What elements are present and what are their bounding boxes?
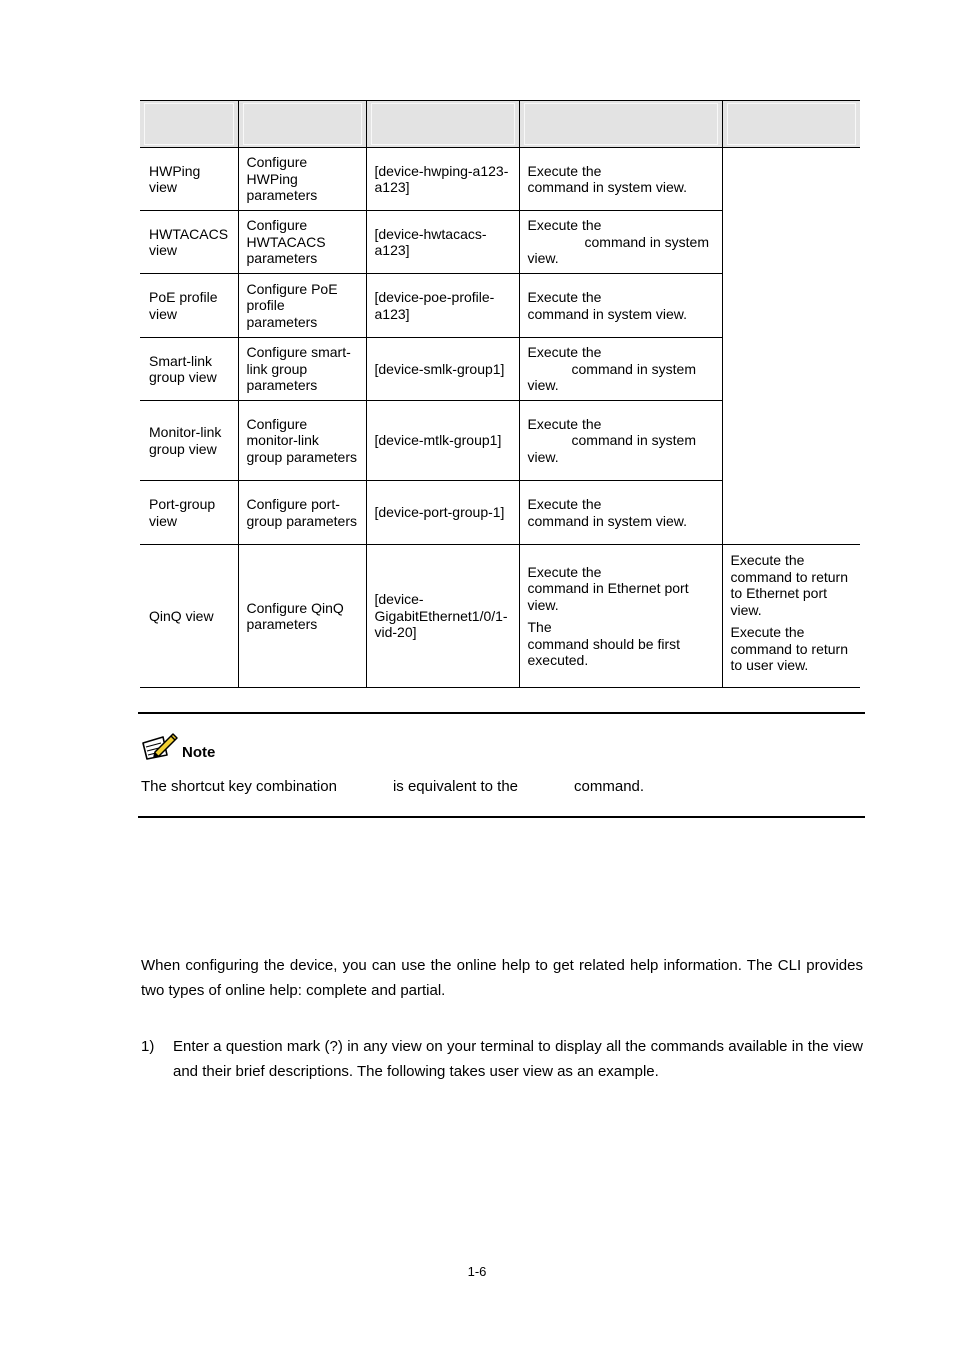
view-name-cell: QinQ view — [140, 545, 238, 688]
note-text-part: command. — [574, 778, 645, 795]
function-cell: Configure PoE profile parameters — [238, 274, 366, 338]
entry-cell — [519, 274, 722, 338]
prompt-cell: [device-mtlk-group1] — [366, 401, 519, 481]
table-header-cell — [519, 101, 722, 148]
table-row — [140, 545, 860, 688]
table-header-cell — [238, 101, 366, 148]
exit-text: command to return to Ethernet port view. — [730, 568, 848, 618]
view-name-cell: Smart-link group view — [140, 338, 238, 401]
entry-text: command in system — [571, 360, 696, 377]
entry-cell — [519, 401, 722, 481]
exit-cell — [722, 545, 860, 688]
function-cell: Configure QinQ parameters — [238, 545, 366, 688]
note-pencil-icon — [141, 731, 179, 761]
view-name-cell: HWTACACS view — [140, 211, 238, 274]
prompt-cell: [device-GigabitEthernet1/0/1-vid-20] — [366, 545, 519, 688]
note-text-part: The shortcut key combination — [141, 778, 337, 795]
entry-text: view. — [527, 250, 559, 267]
entry-text: view. — [527, 448, 559, 465]
note-top-rule — [138, 712, 865, 714]
prompt-cell: [device-poe-profile-a123] — [366, 274, 519, 338]
table-header-cell — [140, 101, 238, 148]
entry-text: view. — [527, 377, 559, 394]
prompt-cell: [device-hwtacacs-a123] — [366, 211, 519, 274]
entry-text: command in system view. — [527, 179, 687, 195]
entry-text: Execute the — [527, 162, 602, 179]
entry-text: Execute the — [527, 496, 602, 512]
entry-text: Execute the — [527, 217, 602, 234]
prompt-cell: [device-smlk-group1] — [366, 338, 519, 401]
table-header-cell — [366, 101, 519, 148]
exit-text: command to return to user view. — [730, 640, 848, 673]
entry-text: command should be first executed. — [527, 635, 681, 668]
entry-text: command in system — [571, 432, 696, 449]
entry-text: Execute the — [527, 344, 602, 361]
cli-views-table — [140, 100, 860, 688]
entry-cell — [519, 545, 722, 688]
entry-cell — [519, 148, 722, 211]
view-name-cell: PoE profile view — [140, 274, 238, 338]
view-name-cell: Monitor-link group view — [140, 401, 238, 481]
entry-cell — [519, 481, 722, 545]
entry-text: command in system view. — [527, 305, 687, 322]
entry-text: Execute the — [527, 289, 602, 305]
table-header-cell — [722, 101, 860, 148]
entry-text: The — [527, 619, 552, 635]
function-cell: Configure smart-link group parameters — [238, 338, 366, 401]
exit-text: Execute the — [730, 552, 805, 568]
entry-text: Execute the — [527, 415, 602, 432]
entry-text: command in Ethernet port view. — [527, 580, 689, 613]
view-name-cell: HWPing view — [140, 148, 238, 211]
entry-text: command in system — [584, 233, 709, 250]
note-bottom-rule — [138, 816, 865, 818]
table-header-row — [140, 101, 860, 148]
list-item-number: 1) — [141, 1038, 155, 1055]
prompt-cell: [device-hwping-a123-a123] — [366, 148, 519, 211]
table-row — [140, 148, 860, 211]
note-text — [141, 778, 644, 795]
view-name-cell: Port-group view — [140, 481, 238, 545]
page-number: 1-6 — [467, 1264, 487, 1279]
exit-text: Execute the — [730, 624, 805, 640]
body-paragraph: When configuring the device, you can use the online help to get related help information. The CLI provides two types of online help: complete and partial. — [141, 957, 863, 999]
entry-cell — [519, 338, 722, 401]
function-cell: Configure HWTACACS parameters — [238, 211, 366, 274]
exit-cell — [722, 148, 860, 545]
list-item-text: Enter a question mark (?) in any view on your terminal to display all the commands available in the view and their brief descriptions. The following takes user view as an example. — [173, 1038, 863, 1080]
function-cell: Configure HWPing parameters — [238, 148, 366, 211]
entry-text: Execute the — [527, 563, 602, 580]
function-cell: Configure monitor-link group parameters — [238, 401, 366, 481]
note-label: Note — [182, 744, 216, 761]
prompt-cell: [device-port-group-1] — [366, 481, 519, 545]
entry-cell — [519, 211, 722, 274]
entry-text: command in system view. — [527, 512, 687, 529]
function-cell: Configure port-group parameters — [238, 481, 366, 545]
note-text-part: is equivalent to the — [392, 778, 519, 795]
